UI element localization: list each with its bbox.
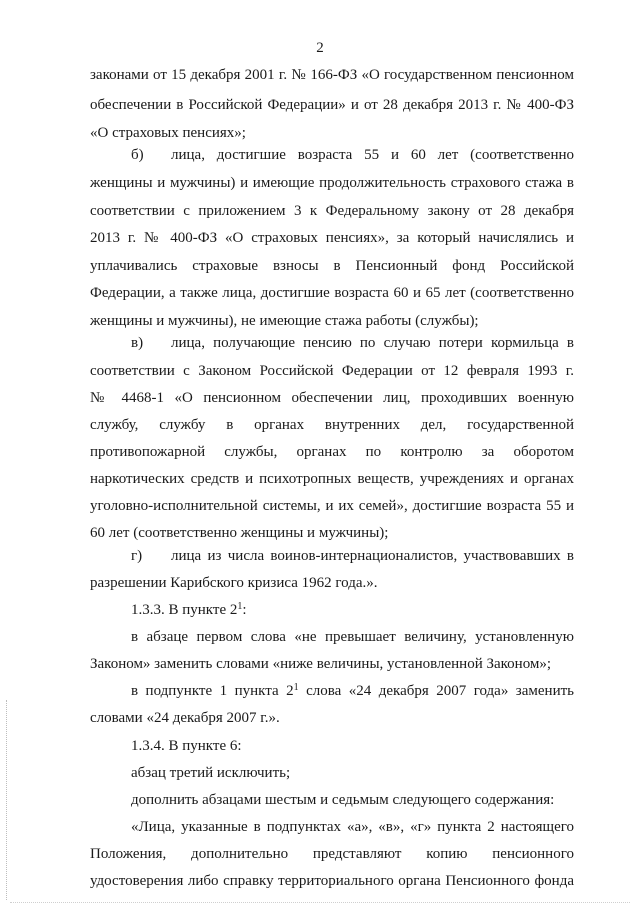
text-line: в подпункте 1 пункта $2^1$ слова «24 декабря 2007 года» заменить [131,682,574,699]
text-line: соответствии с приложением 3 к Федеральному закону от 28 декабря [90,203,574,219]
text-line: 60 лет (соответственно женщины и мужчины); [90,525,389,541]
text-line: лица из числа воинов-интернационалистов, участвовавших в [171,548,574,564]
text-line: женщины и мужчины) и имеющие продолжительность страхового стажа в [90,175,574,191]
text-line: обеспечении в Российской Федерации» и от 28 декабря 2013 г. № 400-ФЗ [90,97,574,113]
text-line: в абзаце первом слова «не превышает величину, установленную [131,629,574,645]
text-line: разрешении Карибского кризиса 1962 года.». [90,575,378,591]
section-heading-1-3-3: 1.3.3. В пункте $2^1$: [131,601,247,618]
text-line: женщины и мужчины), не имеющие стажа работы (службы); [90,313,479,329]
section-heading-1-3-4: 1.3.4. В пункте 6: [131,738,242,754]
text-line: удостоверения либо справку территориального органа Пенсионного фонда [90,873,574,889]
page-number: 2 [316,40,324,56]
text-line: «Лица, указанные в подпунктах «а», «в», «г» пункта 2 настоящего [131,819,574,835]
text-line: уголовно-исполнительной системы, и их семей», достигшие возраста 55 и [90,498,574,514]
list-marker-g: г) [131,548,143,564]
text-line: законами от 15 декабря 2001 г. № 166-ФЗ «О государственном пенсионном [90,67,574,83]
list-marker-v: в) [131,335,144,351]
scan-edge-mark [6,700,7,900]
text-line: лица, достигшие возраста 55 и 60 лет (соответственно [171,147,574,163]
text-line: дополнить абзацами шестым и седьмым следующего содержания: [131,792,555,808]
text-line: абзац третий исключить; [131,765,291,781]
scan-bottom-edge [10,902,630,903]
text-line: соответствии с Законом Российской Федерации от 12 февраля 1993 г. [90,363,574,379]
text-line: Федерации, а также лица, достигшие возраста 60 и 65 лет (соответственно [90,285,574,301]
text-line: наркотических средств и психотропных веществ, учреждениях и органах [90,471,574,487]
text-line: уплачивались страховые взносы в Пенсионный фонд Российской [90,258,574,274]
text-line: лица, получающие пенсию по случаю потери кормильца в [171,335,574,351]
text-line: Законом» заменить словами «ниже величины, установленной Законом»; [90,656,552,672]
text-line: 2013 г. № 400-ФЗ «О страховых пенсиях», за который начислялись и [90,230,574,246]
text-line: «О страховых пенсиях»; [90,125,246,141]
text-line: службу, службу в органах внутренних дел, государственной [90,417,574,433]
text-line: противопожарной службы, органах по контролю за оборотом [90,444,574,460]
text-line: Положения, дополнительно представляют копию пенсионного [90,846,574,862]
text-line: № 4468-1 «О пенсионном обеспечении лиц, проходивших военную [90,390,574,406]
text-line: словами «24 декабря 2007 г.». [90,710,280,726]
list-marker-b: б) [131,147,144,163]
